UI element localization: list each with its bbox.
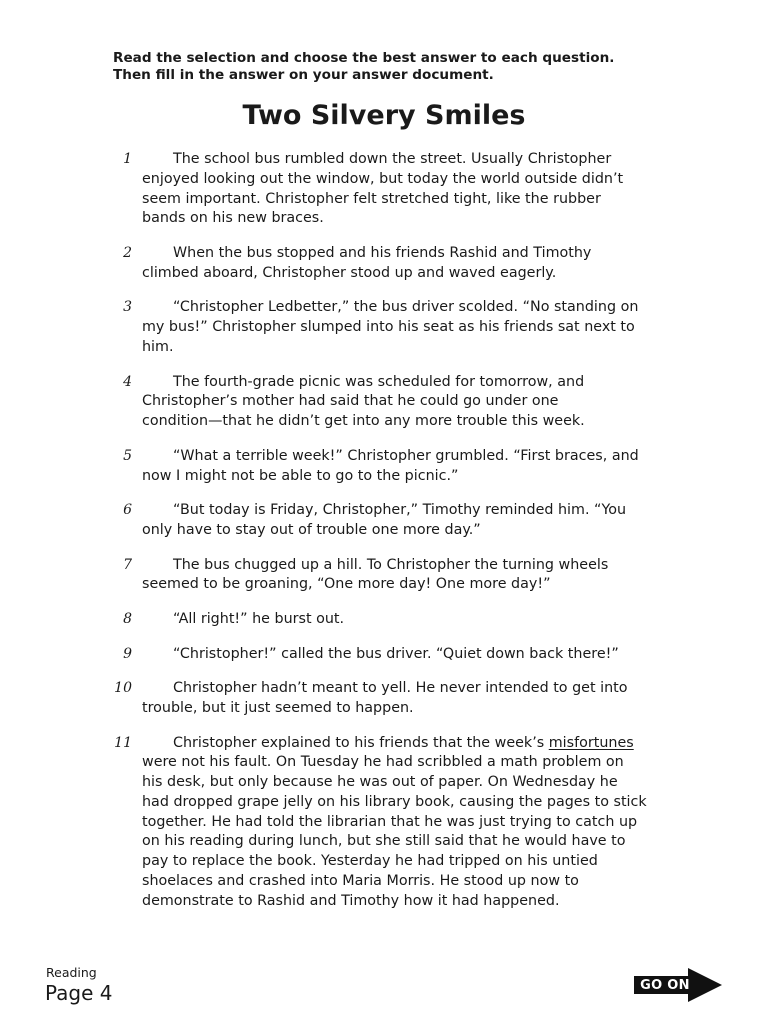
paragraph-line: only have to stay out of trouble one more day.” (142, 521, 481, 538)
paragraph-number: 8 (123, 610, 132, 627)
paragraph-line: “What a terrible week!” Christopher grumbled. “First braces, and (173, 447, 639, 464)
paragraph-number: 7 (123, 556, 132, 573)
paragraph-line: shoelaces and crashed into Maria Morris. He stood up now to (142, 873, 579, 890)
paragraph-text: Christopher explained to his friends that the week’s (173, 734, 549, 751)
instructions-line: Then fill in the answer on your answer document. (113, 67, 494, 83)
paragraph-line: together. He had told the librarian that he was just trying to catch up (142, 813, 638, 830)
paragraph-8 (112, 610, 672, 630)
paragraph-line: Christopher’s mother had said that he could go under one (142, 393, 559, 410)
page-number: Page 4 (45, 981, 113, 1005)
paragraph-number: 9 (123, 645, 132, 662)
paragraph-number: 4 (123, 373, 132, 390)
paragraph-line: enjoyed looking out the window, but today the world outside didn’t (142, 170, 624, 187)
paragraph-number: 2 (123, 244, 132, 261)
paragraph-1 (112, 150, 672, 229)
go-on-label: GO ON (638, 977, 692, 994)
paragraph-line: now I might not be able to go to the picnic.” (142, 467, 459, 484)
paragraph-4 (112, 373, 672, 432)
instructions (113, 50, 673, 84)
paragraph-line: “But today is Friday, Christopher,” Timothy reminded him. “You (173, 502, 627, 519)
paragraph-line (142, 734, 672, 754)
paragraph-line: The school bus rumbled down the street. Usually Christopher (173, 151, 612, 167)
paragraph-9 (112, 645, 672, 665)
paragraph-number: 5 (123, 447, 132, 464)
paragraph-line: trouble, but it just seemed to happen. (142, 699, 414, 716)
selection-title: Two Silvery Smiles (242, 100, 526, 131)
footer-section-label: Reading (46, 965, 97, 980)
paragraph-line: his desk, but only because he was out of paper. On Wednesday he (142, 774, 618, 791)
paragraph-line: When the bus stopped and his friends Rashid and Timothy (173, 244, 592, 261)
paragraph-5 (112, 447, 672, 487)
paragraph-line: him. (142, 338, 174, 355)
paragraph-line: The fourth-grade picnic was scheduled for tomorrow, and (173, 373, 585, 390)
paragraph-line: seemed to be groaning, “One more day! One more day!” (142, 576, 551, 593)
paragraph-line: seem important. Christopher felt stretched tight, like the rubber (142, 190, 601, 207)
paragraph-number: 10 (114, 680, 132, 697)
paragraph-7 (112, 556, 672, 596)
passage (112, 150, 672, 926)
paragraph-line: Christopher hadn’t meant to yell. He never intended to get into (173, 680, 628, 697)
paragraph-6 (112, 501, 672, 541)
paragraph-line: on his reading during lunch, but she still said that he would have to (142, 833, 626, 850)
paragraph-line: climbed aboard, Christopher stood up and waved eagerly. (142, 264, 557, 281)
paragraph-number: 11 (114, 734, 132, 751)
go-on-button[interactable] (634, 968, 724, 1002)
paragraph-number: 1 (123, 151, 132, 167)
paragraph-11 (112, 734, 672, 912)
paragraph-3 (112, 298, 672, 357)
paragraph-line: “Christopher Ledbetter,” the bus driver scolded. “No standing on (173, 299, 639, 316)
paragraph-10 (112, 679, 672, 719)
paragraph-line: bands on his new braces. (142, 210, 324, 227)
underlined-vocabulary-word: misfortunes (548, 734, 634, 751)
paragraph-number: 6 (123, 502, 132, 519)
paragraph-line: had dropped grape jelly on his library book, causing the pages to stick (142, 793, 647, 810)
paragraph-2 (112, 244, 672, 284)
paragraph-line: my bus!” Christopher slumped into his seat as his friends sat next to (142, 319, 635, 336)
instructions-line: Read the selection and choose the best answer to each question. (113, 50, 615, 66)
paragraph-line: “All right!” he burst out. (173, 610, 345, 627)
paragraph-line: “Christopher!” called the bus driver. “Quiet down back there!” (173, 645, 619, 662)
paragraph-line: demonstrate to Rashid and Timothy how it had happened. (142, 892, 560, 909)
paragraph-line: were not his fault. On Tuesday he had scribbled a math problem on (142, 754, 624, 771)
paragraph-line: condition—that he didn’t get into any more trouble this week. (142, 413, 585, 430)
paragraph-number: 3 (123, 299, 132, 316)
paragraph-line: pay to replace the book. Yesterday he had tripped on his untied (142, 853, 598, 870)
paragraph-line: The bus chugged up a hill. To Christopher the turning wheels (173, 556, 609, 573)
